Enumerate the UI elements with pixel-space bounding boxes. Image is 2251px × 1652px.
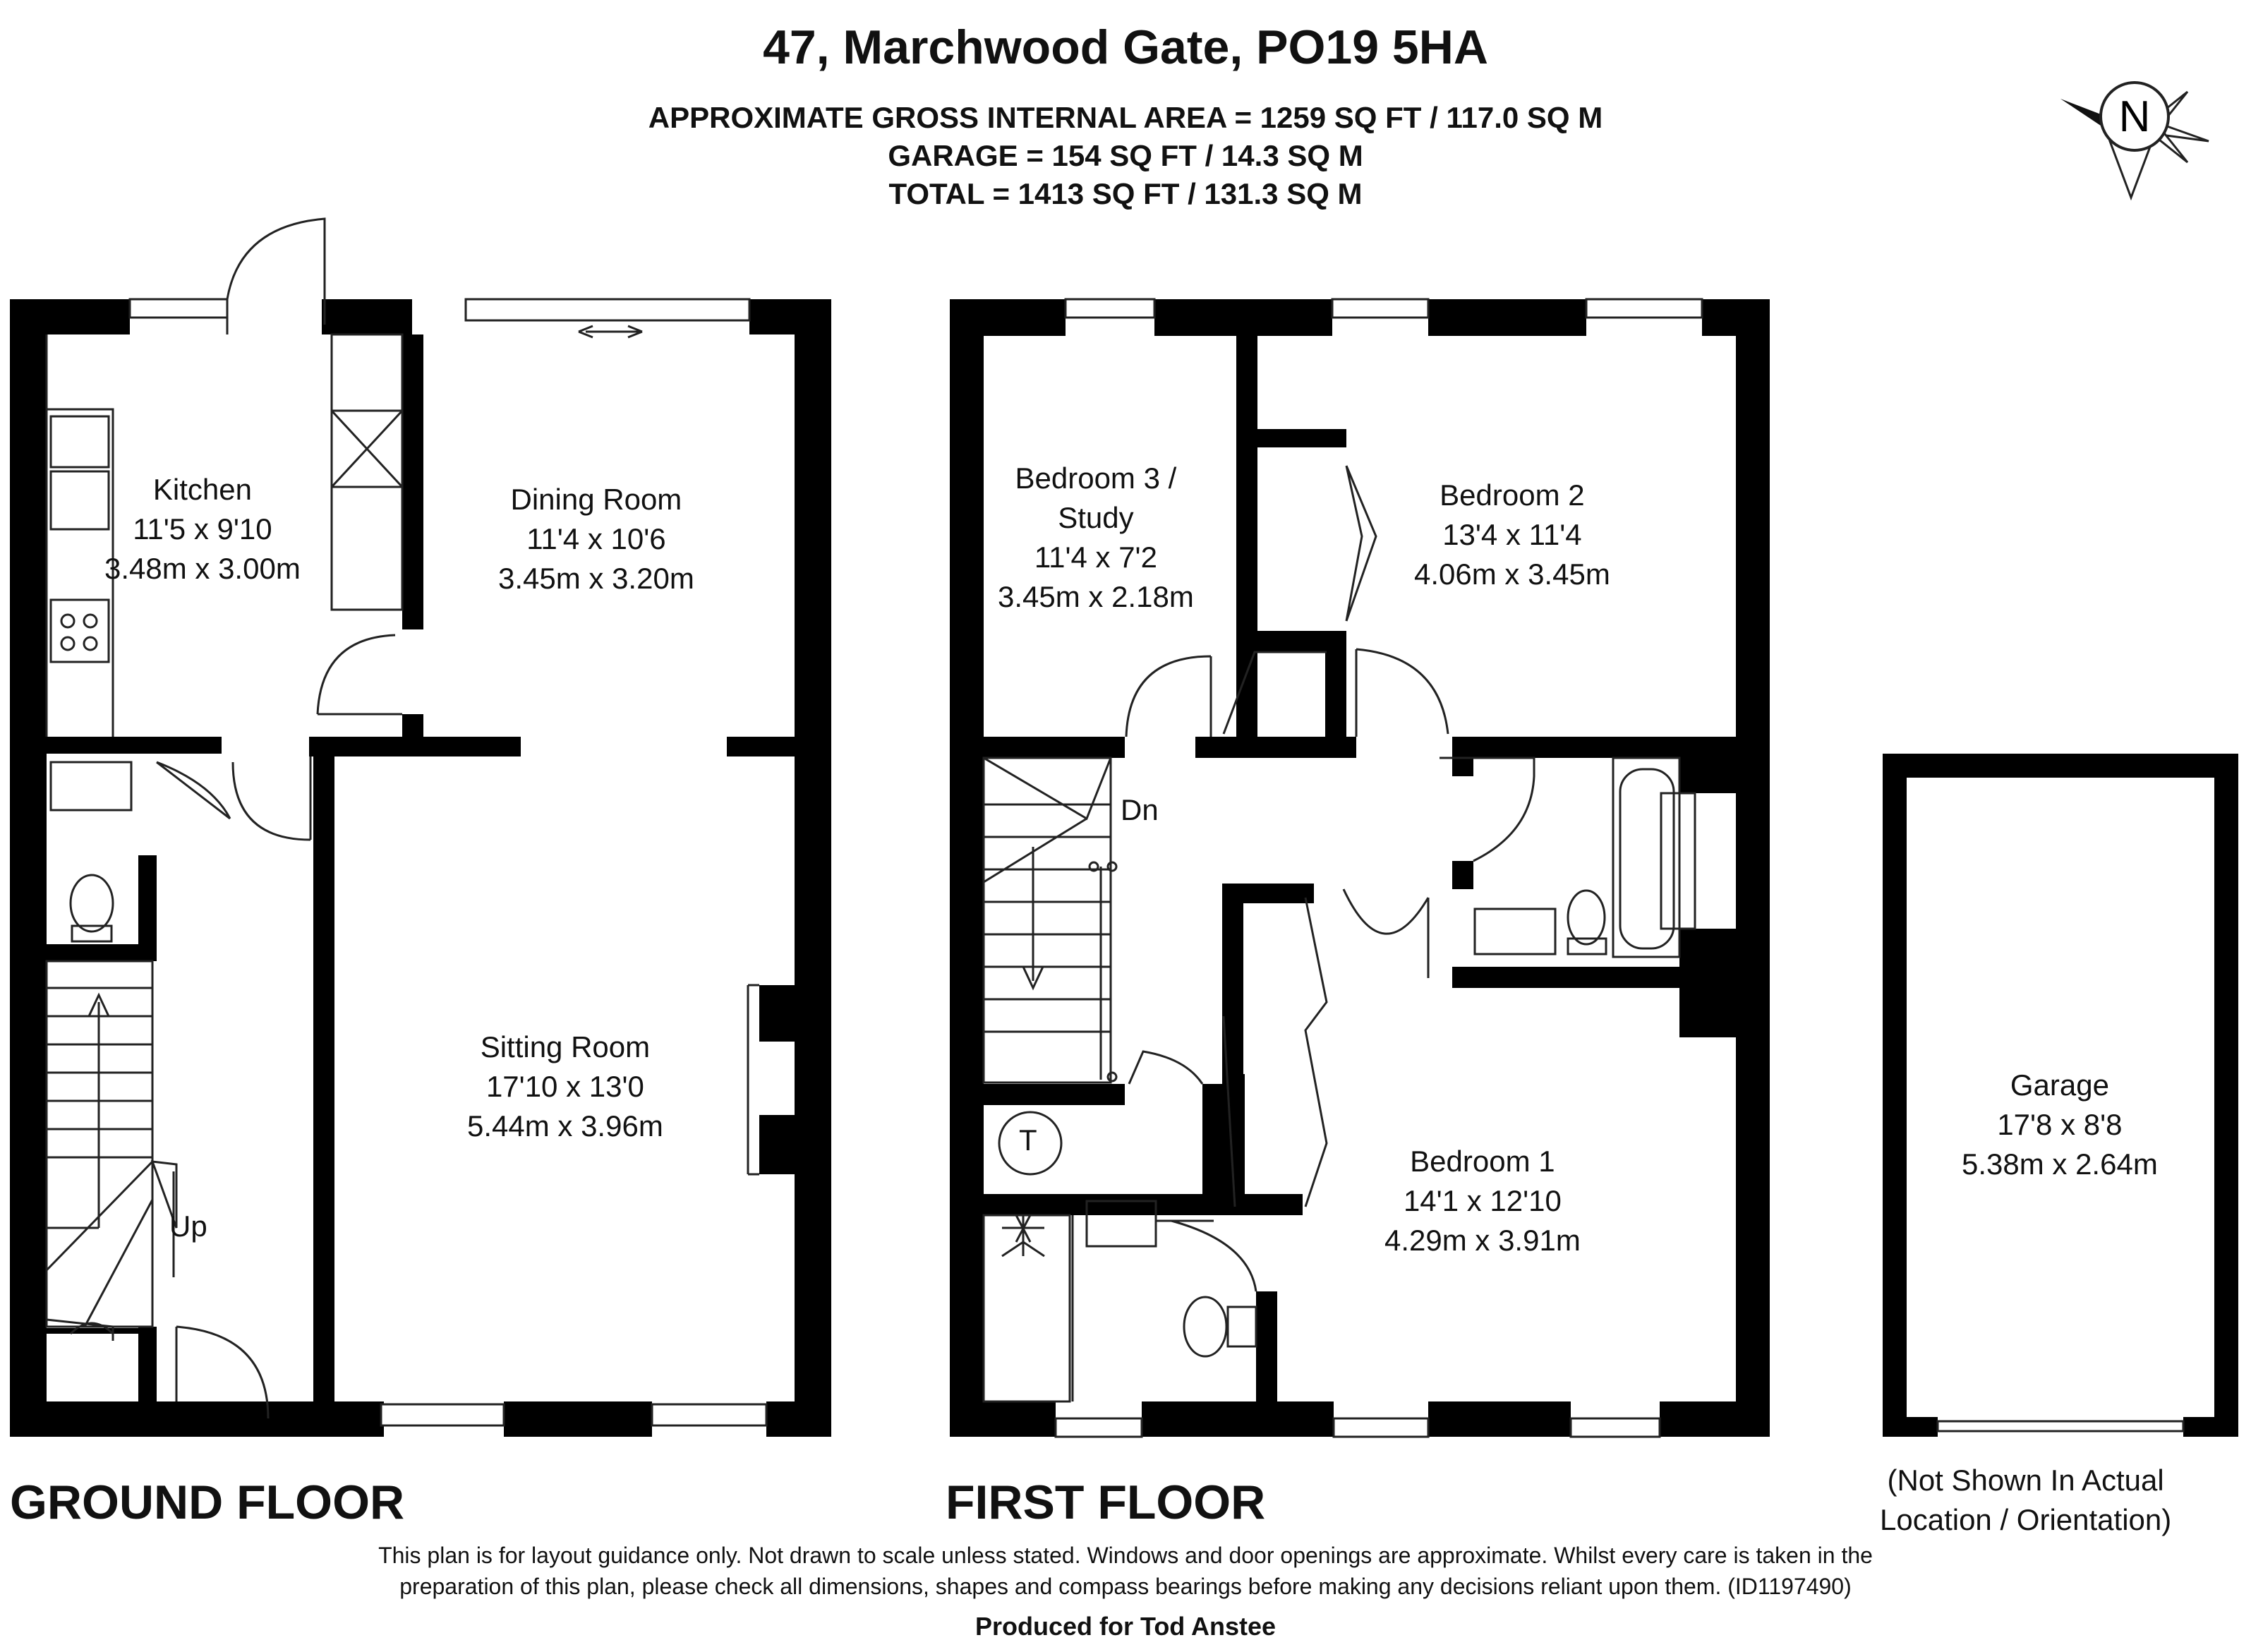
kitchen-metric: 3.48m x 3.00m bbox=[104, 552, 301, 585]
garage-imperial: 17'8 x 8'8 bbox=[1997, 1108, 2123, 1141]
dining-metric: 3.45m x 3.20m bbox=[498, 562, 694, 595]
room-label-dining bbox=[498, 480, 694, 598]
sitting-imperial: 17'10 x 13'0 bbox=[485, 1070, 644, 1103]
bed2-metric: 4.06m x 3.45m bbox=[1414, 557, 1610, 591]
disclaimer-line1: This plan is for layout guidance only. Not drawn to scale unless stated. Windows and door openings are approximate. Whilst every care is taken in the bbox=[378, 1543, 1873, 1568]
garage-note-line1: (Not Shown In Actual bbox=[1887, 1464, 2164, 1497]
bed3-metric: 3.45m x 2.18m bbox=[998, 580, 1194, 613]
bed1-name: Bedroom 1 bbox=[1410, 1145, 1555, 1178]
garage-door bbox=[1938, 1421, 2183, 1431]
produced-for: Produced for Tod Anstee bbox=[974, 1612, 1277, 1641]
garage-note-line2: Location / Orientation) bbox=[1880, 1503, 2172, 1536]
room-label-sitting bbox=[467, 1027, 663, 1146]
bed3-name-line1: Bedroom 3 / bbox=[1015, 462, 1177, 495]
dining-imperial: 11'4 x 10'6 bbox=[526, 522, 666, 555]
garage-area: GARAGE = 154 SQ FT / 14.3 SQ M bbox=[888, 139, 1363, 172]
room-label-garage bbox=[1962, 1066, 2158, 1184]
ground-floor-title: GROUND FLOOR bbox=[10, 1476, 405, 1529]
tank-label: T bbox=[1019, 1123, 1037, 1157]
bed1-metric: 4.29m x 3.91m bbox=[1384, 1224, 1581, 1257]
garage-name: Garage bbox=[2010, 1068, 2109, 1102]
disclaimer-line2: preparation of this plan, please check all dimensions, shapes and compass bearings before making any decisions reliant upon them. (ID1197490) bbox=[399, 1574, 1852, 1599]
garage-location-note bbox=[1880, 1461, 2171, 1540]
bed2-imperial: 13'4 x 11'4 bbox=[1442, 518, 1582, 551]
room-label-kitchen bbox=[104, 470, 301, 589]
first-floor-title: FIRST FLOOR bbox=[946, 1476, 1266, 1529]
bed1-imperial: 14'1 x 12'10 bbox=[1403, 1184, 1562, 1217]
dining-name: Dining Room bbox=[510, 483, 682, 516]
room-label-bedroom-2 bbox=[1414, 476, 1610, 594]
page-title: 47, Marchwood Gate, PO19 5HA bbox=[763, 20, 1488, 74]
room-label-bedroom-1 bbox=[1384, 1142, 1581, 1260]
stairs-down-label: Dn bbox=[1121, 793, 1159, 826]
disclaimer bbox=[0, 1540, 2251, 1602]
room-label-bedroom-3 bbox=[998, 459, 1194, 617]
kitchen-imperial: 11'5 x 9'10 bbox=[133, 512, 272, 545]
bed3-imperial: 11'4 x 7'2 bbox=[1034, 541, 1157, 574]
compass-north-label: N bbox=[2118, 92, 2151, 141]
sitting-name: Sitting Room bbox=[480, 1030, 651, 1063]
bed2-name: Bedroom 2 bbox=[1440, 478, 1585, 512]
kitchen-name: Kitchen bbox=[152, 473, 252, 506]
stairs-up-label: Up bbox=[169, 1210, 207, 1243]
sitting-metric: 5.44m x 3.96m bbox=[467, 1109, 663, 1142]
total-area: TOTAL = 1413 SQ FT / 131.3 SQ M bbox=[888, 177, 1363, 210]
bed3-name-line2: Study bbox=[1058, 501, 1134, 534]
gross-area: APPROXIMATE GROSS INTERNAL AREA = 1259 SQ FT / 117.0 SQ M bbox=[648, 101, 1603, 134]
garage-metric: 5.38m x 2.64m bbox=[1962, 1147, 2158, 1181]
